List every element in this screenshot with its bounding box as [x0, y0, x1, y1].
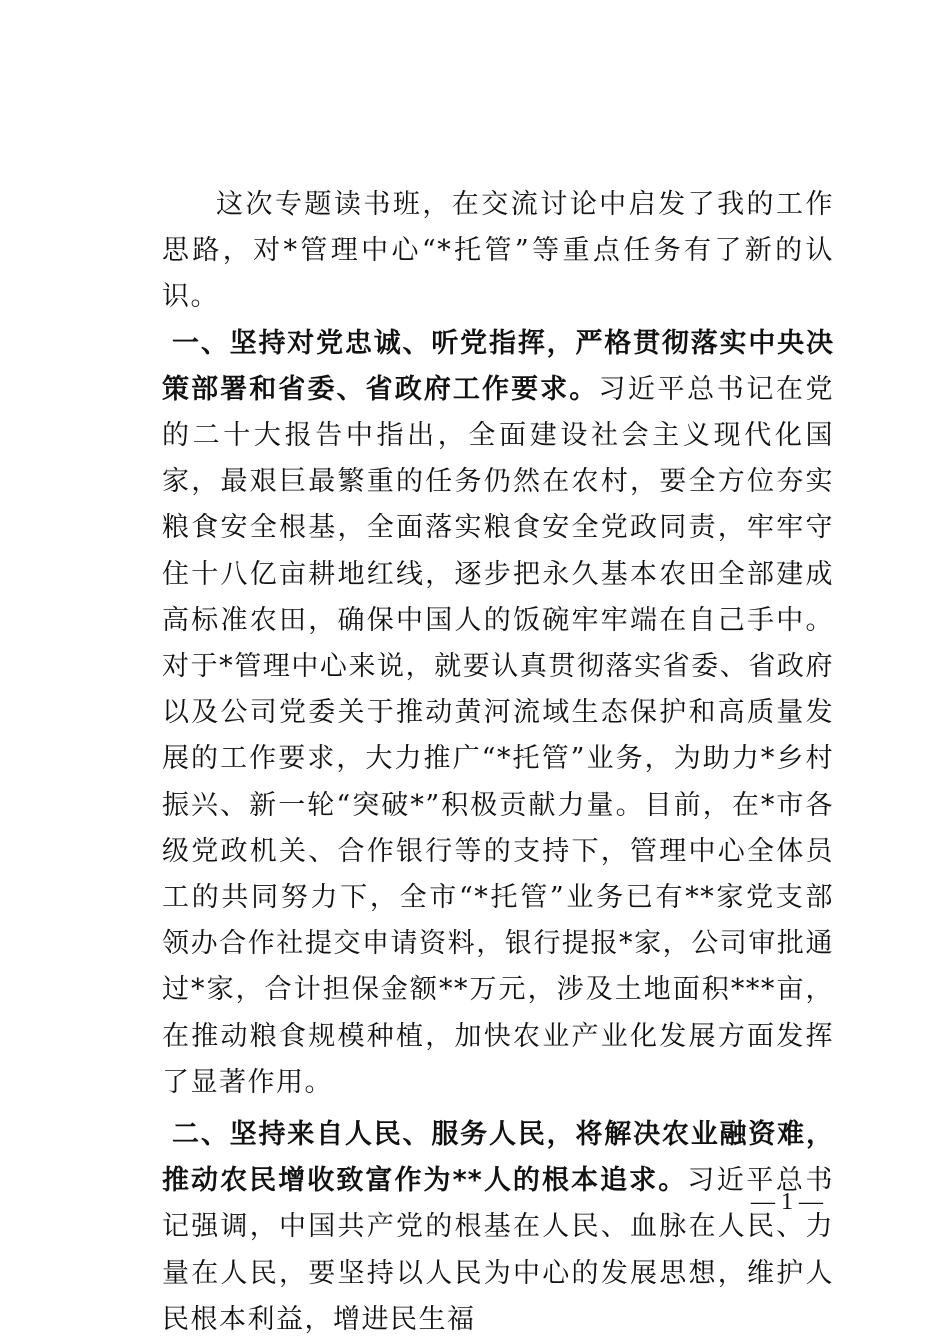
intro-paragraph: 这次专题读书班，在交流讨论中启发了我的工作思路，对*管理中心“*托管”等重点任务有了新的认识。 [162, 189, 834, 313]
section-2-heading: 二、坚持来自人民、服务人民，将解决农业融资难，推动农民增收致富作为**人的根本追求。 [162, 1119, 834, 1197]
section-2-paragraph [162, 1112, 834, 1343]
page-number: — 1 — [751, 1189, 823, 1215]
section-1-body: 习近平总书记在党的二十大报告中指出，全面建设社会主义现代化国家，最艰巨最繁重的任务仍然在农村，要全方位夯实粮食安全根基，全面落实粮食安全党政同责，牢牢守住十八亿亩耕地红线，逐步把永久基本农田全部建成高标准农田，确保中国人的饭碗牢牢端在自己手中。对于*管理中心来说，就要认真贯彻落实省委、省政府以及公司党委关于推动黄河流域生态保护和高质量发展的工作要求，大力推广“*托管”业务，为助力*乡村振兴、新一轮“突破*”积极贡献力量。目前，在*市各级党政机关、合作银行等的支持下，管理中心全体员工的共同努力下，全市“*托管”业务已有**家党支部领办合作社提交申请资料，银行提报*家，公司审批通过*家，合计担保金额**万元，涉及土地面积***亩，在推动粮食规模种植，加快农业产业化发展方面发挥了显著作用。 [162, 373, 835, 1098]
section-1-heading: 一、坚持对党忠诚、听党指挥，严格贯彻落实中央决策部署和省委、省政府工作要求。 [162, 327, 834, 405]
section-2-body: 习近平总书记强调，中国共产党的根基在人民、血脉在人民、力量在人民，要坚持以人民为中心的发展思想，维护人民根本利益，增进民生福 [162, 1165, 834, 1335]
document-body [162, 182, 834, 1343]
section-1-paragraph [162, 321, 834, 1106]
